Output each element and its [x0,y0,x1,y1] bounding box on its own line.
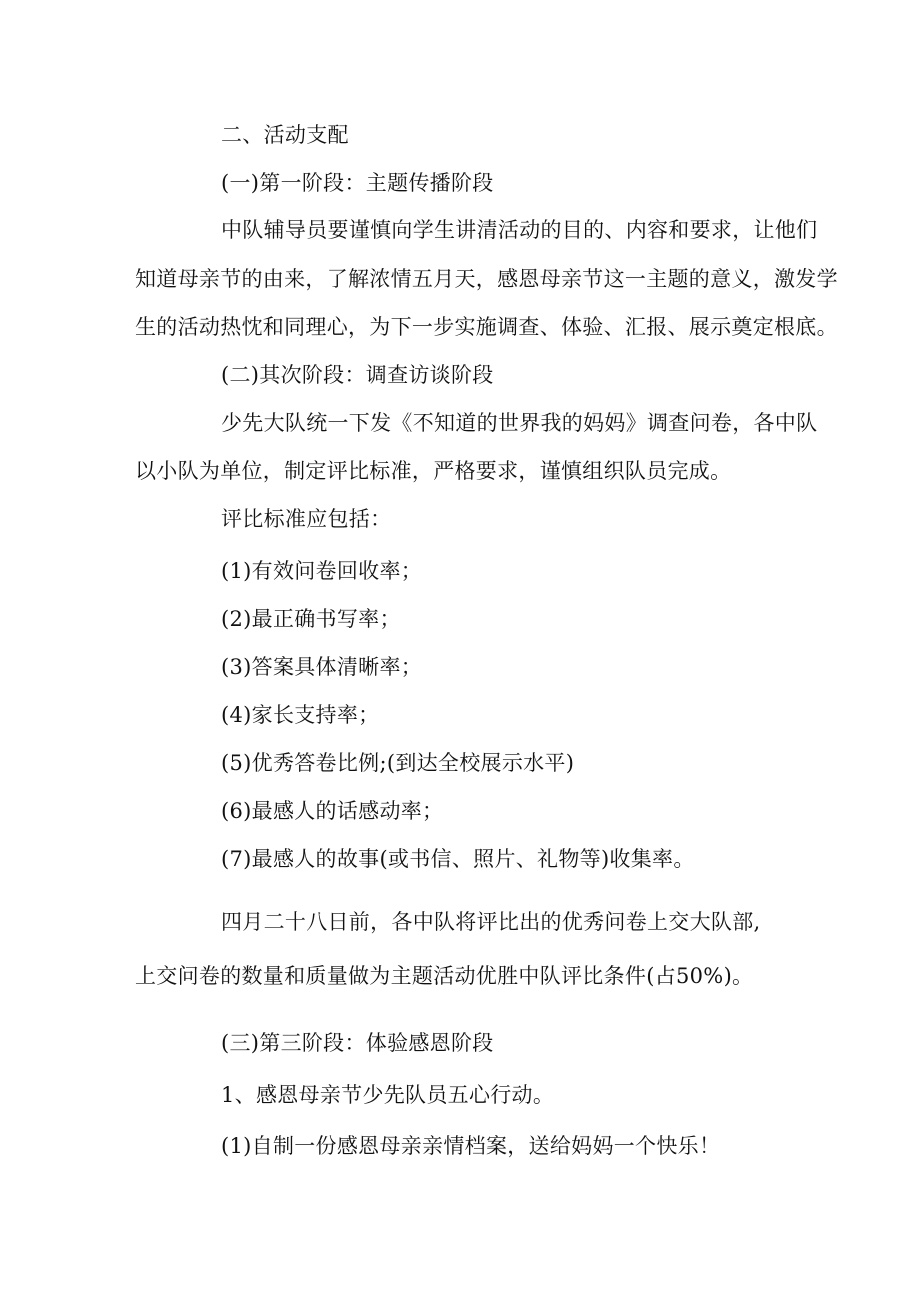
criteria-list-item: (7)最感人的故事(或书信、照片、礼物等)收集率。 [221,847,695,871]
paragraph-line: 知道母亲节的由来，了解浓情五月天，感恩母亲节这一主题的意义，激发学 [135,267,838,291]
stage-two-heading: (二)其次阶段：调查访谈阶段 [221,363,494,387]
paragraph-line: 以小队为单位，制定评比标准，严格要求，谨慎组织队员完成。 [135,459,732,483]
criteria-heading: 评比标准应包括： [221,507,392,531]
stage-three-heading: (三)第三阶段：体验感恩阶段 [221,1031,494,1055]
criteria-list-item: (1)有效问卷回收率； [221,559,423,583]
action-list-item: (1)自制一份感恩母亲亲情档案，送给妈妈一个快乐！ [221,1134,721,1158]
criteria-list-item: (3)答案具体清晰率； [221,655,423,679]
paragraph-line: 生的活动热忱和同理心，为下一步实施调查、体验、汇报、展示奠定根底。 [135,315,838,339]
paragraph-line: 中队辅导员要谨慎向学生讲清活动的目的、内容和要求，让他们 [221,218,818,242]
criteria-list-item: (4)家长支持率； [221,703,380,727]
criteria-list-item: (6)最感人的话感动率； [221,799,444,823]
paragraph-line: 四月二十八日前，各中队将评比出的优秀问卷上交大队部, [221,910,761,934]
criteria-list-item: (5)优秀答卷比例;(到达全校展示水平) [221,751,575,775]
stage-one-heading: (一)第一阶段：主题传播阶段 [221,171,494,195]
paragraph-line: 少先大队统一下发《不知道的世界我的妈妈》调查问卷，各中队 [221,411,818,435]
paragraph-line: 上交问卷的数量和质量做为主题活动优胜中队评比条件(占50%)。 [135,964,754,988]
action-heading: 1、感恩母亲节少先队员五心行动。 [221,1083,555,1107]
criteria-list-item: (2)最正确书写率； [221,607,401,631]
section-heading-activity-arrangement: 二、活动支配 [221,123,349,147]
